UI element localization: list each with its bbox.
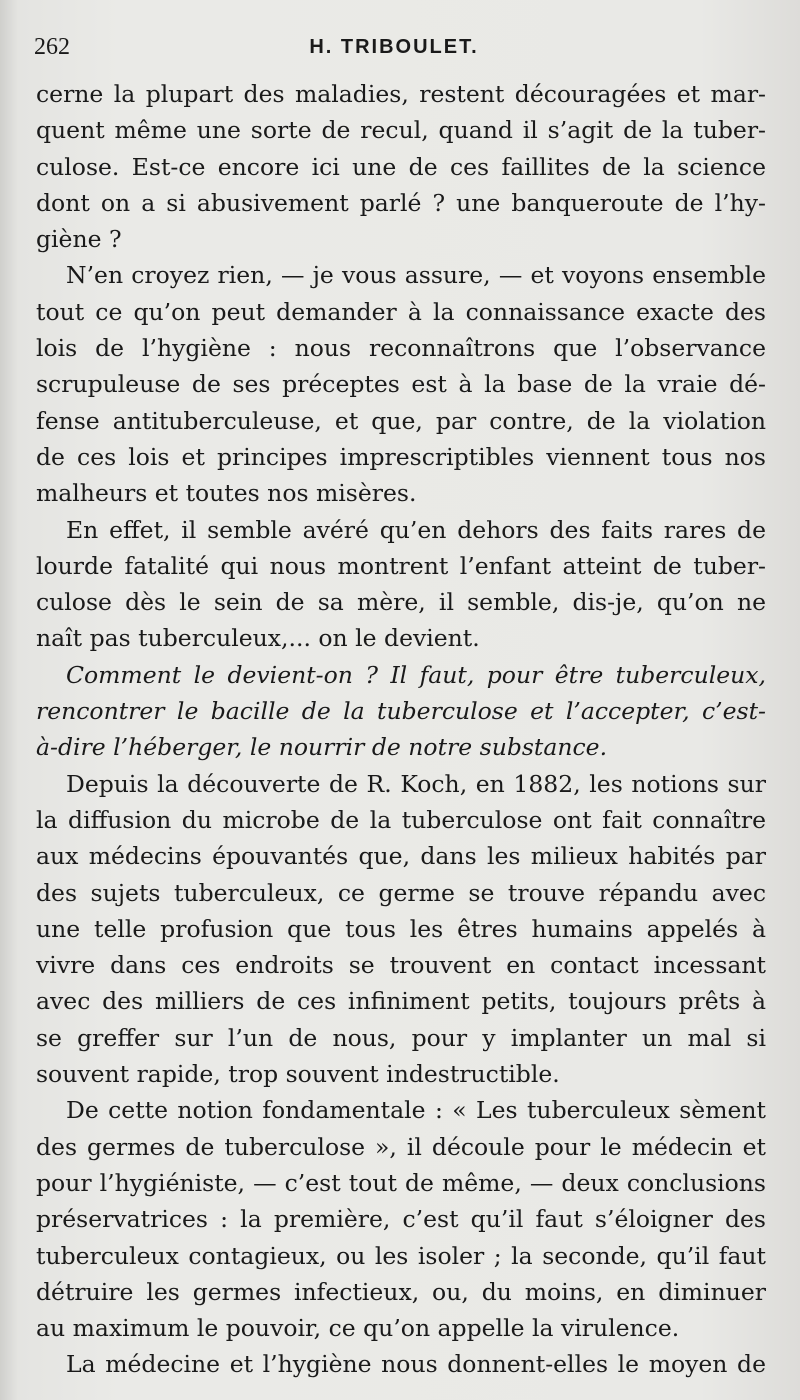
text-line: lourde fatalité qui nous montrent l’enfant atteint de tuber- [36,551,766,580]
text-line: Depuis la découverte de R. Koch, en 1882, les notions sur [66,769,766,798]
text-line: culose dès le sein de sa mère, il semble, dis-je, qu’on ne [36,588,766,617]
text-line: N’en croyez rien, — je vous assure, — et voyons ensemble [66,261,766,290]
page-number: 262 [34,34,70,60]
text-line: naît pas tuberculeux,... on le devient. [36,624,480,653]
text-line: la diffusion du microbe de la tuberculose ont fait connaître [36,805,766,834]
text-line: scrupuleuse de ses préceptes est à la base de la vraie dé- [36,370,766,399]
text-line: de ces lois et principes imprescriptibles viennent tous nos [36,442,766,471]
text-line: avec des milliers de ces infiniment petits, toujours prêts à [36,987,766,1016]
text-line: Comment le devient-on ? Il faut, pour être tuberculeux, [66,660,766,689]
text-line: aux médecins épouvantés que, dans les milieux habités par [36,842,766,871]
body-text [36,76,766,1383]
running-header [34,34,754,68]
text-line: giène ? [36,225,122,254]
running-title: H. TRIBOULET. [309,36,479,58]
text-line: dont on a si abusivement parlé ? une banqueroute de l’hy- [36,188,766,217]
text-line: au maximum le pouvoir, ce qu’on appelle la virulence. [36,1314,680,1343]
text-line: pour l’hygiéniste, — c’est tout de même, — deux conclusions [36,1168,766,1197]
text-line: tuberculeux contagieux, ou les isoler ; la seconde, qu’il faut [36,1241,766,1270]
text-line: En effet, il semble avéré qu’en dehors des faits rares de [66,515,766,544]
text-line: De cette notion fondamentale : « Les tuberculeux sèment [66,1096,766,1125]
text-line: cerne la plupart des maladies, restent découragées et mar- [36,80,766,108]
text-line: lois de l’hygiène : nous reconnaîtrons que l’observance [36,334,766,363]
text-line: une telle profusion que tous les êtres humains appelés à [36,914,766,943]
text-line: culose. Est-ce encore ici une de ces faillites de la science [36,152,766,181]
text-line: quent même une sorte de recul, quand il s’agit de la tuber- [36,116,766,145]
text-line: rencontrer le bacille de la tuberculose et l’accepter, c’est- [36,697,766,726]
text-line: tout ce qu’on peut demander à la connaissance exacte des [36,297,766,326]
text-line: des germes de tuberculose », il découle pour le médecin et [36,1132,766,1161]
text-line: à-dire l’héberger, le nourrir de notre substance. [36,733,608,762]
text-line: La médecine et l’hygiène nous donnent-elles le moyen de [66,1350,766,1379]
text-line: malheurs et toutes nos misères. [36,479,417,508]
text-line: des sujets tuberculeux, ce germe se trouve répandu avec [36,878,766,907]
text-line: fense antituberculeuse, et que, par contre, de la violation [36,406,766,435]
text-line: souvent rapide, trop souvent indestructible. [36,1060,560,1089]
text-line: vivre dans ces endroits se trouvent en contact incessant [36,951,766,980]
text-line: se greffer sur l’un de nous, pour y implanter un mal si [36,1023,766,1052]
text-line: détruire les germes infectieux, ou, du moins, en diminuer [36,1277,766,1306]
text-line: préservatrices : la première, c’est qu’il faut s’éloigner des [36,1205,766,1234]
